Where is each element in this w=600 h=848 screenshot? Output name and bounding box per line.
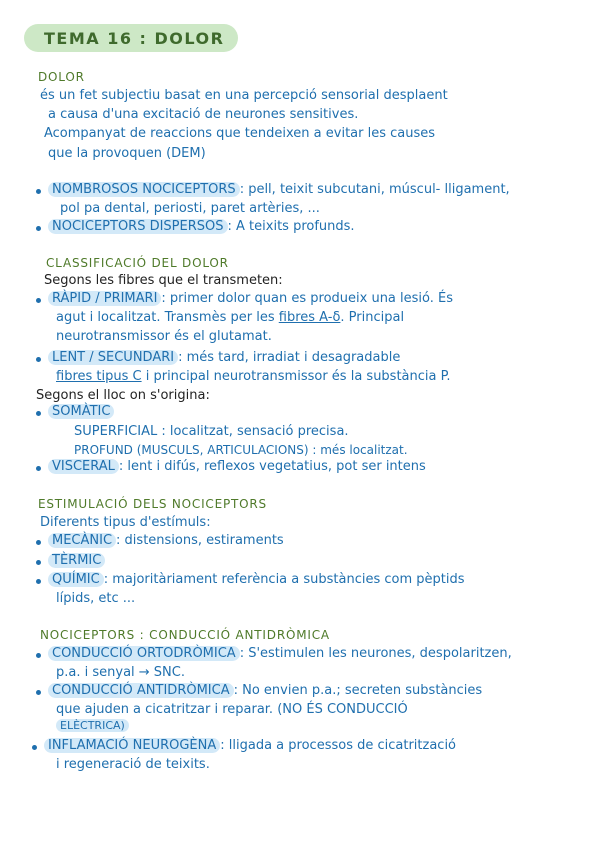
- definition-line-2: a causa d'una excitació de neurones sensitives.: [48, 107, 359, 122]
- term-nombrosos: NOMBROSOS NOCICEPTORS: [48, 182, 240, 197]
- subheading-fibres: Segons les fibres que el transmeten:: [44, 273, 283, 288]
- antidromica-cont: que ajuden a cicatritzar i reparar. (NO ÉS CONDUCCIÓ: [56, 702, 408, 717]
- lent-line-2: [56, 369, 451, 384]
- fibres-a-delta: fibres A-δ: [278, 310, 341, 325]
- term-inflamacio: INFLAMACIÓ NEUROGÈNA: [44, 738, 220, 753]
- bullet-dot: [36, 560, 41, 565]
- bullet-dot: [36, 189, 41, 194]
- bullet-inflamacio: [44, 738, 456, 753]
- electrica-highlight: ELÈCTRICA): [56, 719, 129, 732]
- bullet-dot: [36, 690, 41, 695]
- bullet-dot: [36, 579, 41, 584]
- text-visceral: : lent i difús, reflexos vegetatius, pot ser intens: [118, 459, 426, 474]
- text-rapid: : primer dolor quan es produeix una lesió. És: [161, 291, 454, 306]
- subheading-origen: Segons el lloc on s'origina:: [36, 388, 210, 403]
- term-lent: LENT / SECUNDARI: [48, 350, 178, 365]
- bullet-dot: [36, 540, 41, 545]
- section-heading-nociceptors: NOCICEPTORS : CONDUCCIÓ ANTIDRÒMICA: [40, 628, 330, 642]
- term-ortodromica: CONDUCCIÓ ORTODRÒMICA: [48, 646, 240, 661]
- antidromica-cont-2: [56, 719, 129, 732]
- text-nombrosos: : pell, teixit subcutani, múscul- lligament,: [239, 182, 510, 197]
- bullet-quimic: [48, 572, 465, 587]
- bullet-dispersos: [48, 219, 355, 234]
- quimic-cont: lípids, etc ...: [56, 591, 136, 606]
- term-somatic: SOMÀTIC: [48, 404, 114, 419]
- text-inflamacio: : lligada a processos de cicatrització: [220, 738, 457, 753]
- rapid-line-2: [56, 310, 404, 325]
- term-termic: TÈRMIC: [48, 553, 105, 568]
- section-heading-dolor: DOLOR: [38, 70, 85, 84]
- ortodromica-cont: p.a. i senyal → SNC.: [56, 665, 185, 680]
- bullet-dot: [36, 298, 41, 303]
- definition-line-4: que la provoquen (DEM): [48, 146, 206, 161]
- bullet-dot: [36, 466, 41, 471]
- inflamacio-cont: i regeneració de teixits.: [56, 757, 210, 772]
- definition-line-3: Acompanyat de reaccions que tendeixen a evitar les causes: [44, 126, 436, 141]
- term-quimic: QUÍMIC: [48, 572, 104, 587]
- bullet-dot: [36, 226, 41, 231]
- page-title: TEMA 16 : DOLOR: [44, 29, 225, 48]
- bullet-nombrosos-cont: pol pa dental, periosti, paret artèries, ...: [60, 201, 320, 216]
- text-antidromica: : No envien p.a.; secreten substàncies: [233, 683, 483, 698]
- term-mecanic: MECÀNIC: [48, 533, 116, 548]
- estim-sub: Diferents tipus d'estímuls:: [40, 515, 211, 530]
- term-rapid: RÀPID / PRIMARI: [48, 291, 161, 306]
- bullet-termic: [48, 553, 105, 568]
- text-ortodromica: : S'estimulen les neurones, despolaritzen,: [239, 646, 512, 661]
- bullet-dot: [36, 411, 41, 416]
- text-mecanic: : distensions, estiraments: [116, 533, 284, 548]
- term-antidromica: CONDUCCIÓ ANTIDRÒMICA: [48, 683, 234, 698]
- bullet-rapid: [48, 291, 453, 306]
- bullet-nombrosos: [48, 182, 510, 197]
- bullet-dot: [32, 745, 37, 750]
- text-lent: : més tard, irradiat i desagradable: [178, 350, 401, 365]
- section-heading-estimulacio: ESTIMULACIÓ DELS NOCICEPTORS: [38, 497, 267, 511]
- bullet-mecanic: [48, 533, 284, 548]
- text-dispersos: : A teixits profunds.: [227, 219, 355, 234]
- bullet-dot: [36, 653, 41, 658]
- bullet-somatic: [48, 404, 114, 419]
- definition-line-1: és un fet subjectiu basat en una percepció sensorial desplaent: [40, 88, 448, 103]
- somatic-superficial: SUPERFICIAL : localitzat, sensació precisa.: [74, 424, 349, 439]
- bullet-ortodromica: [48, 646, 512, 661]
- bullet-dot: [36, 357, 41, 362]
- term-visceral: VISCERAL: [48, 459, 119, 474]
- text-quimic: : majoritàriament referència a substàncies com pèptids: [103, 572, 465, 587]
- term-dispersos: NOCICEPTORS DISPERSOS: [48, 219, 228, 234]
- bullet-lent: [48, 350, 400, 365]
- fibres-tipus-c: fibres tipus C: [56, 369, 142, 384]
- bullet-visceral: [48, 459, 426, 474]
- rapid-l2b: . Principal: [340, 310, 405, 325]
- lent-l2b: i principal neurotransmissor és la substància P.: [141, 369, 451, 384]
- rapid-line-3: neurotransmissor és el glutamat.: [56, 329, 272, 344]
- somatic-profund: PROFUND (MUSCULS, ARTICULACIONS) : més localitzat.: [74, 443, 408, 457]
- bullet-antidromica: [48, 683, 482, 698]
- section-heading-classificacio: CLASSIFICACIÓ DEL DOLOR: [46, 256, 229, 270]
- rapid-l2a: agut i localitzat. Transmès per les: [56, 310, 279, 325]
